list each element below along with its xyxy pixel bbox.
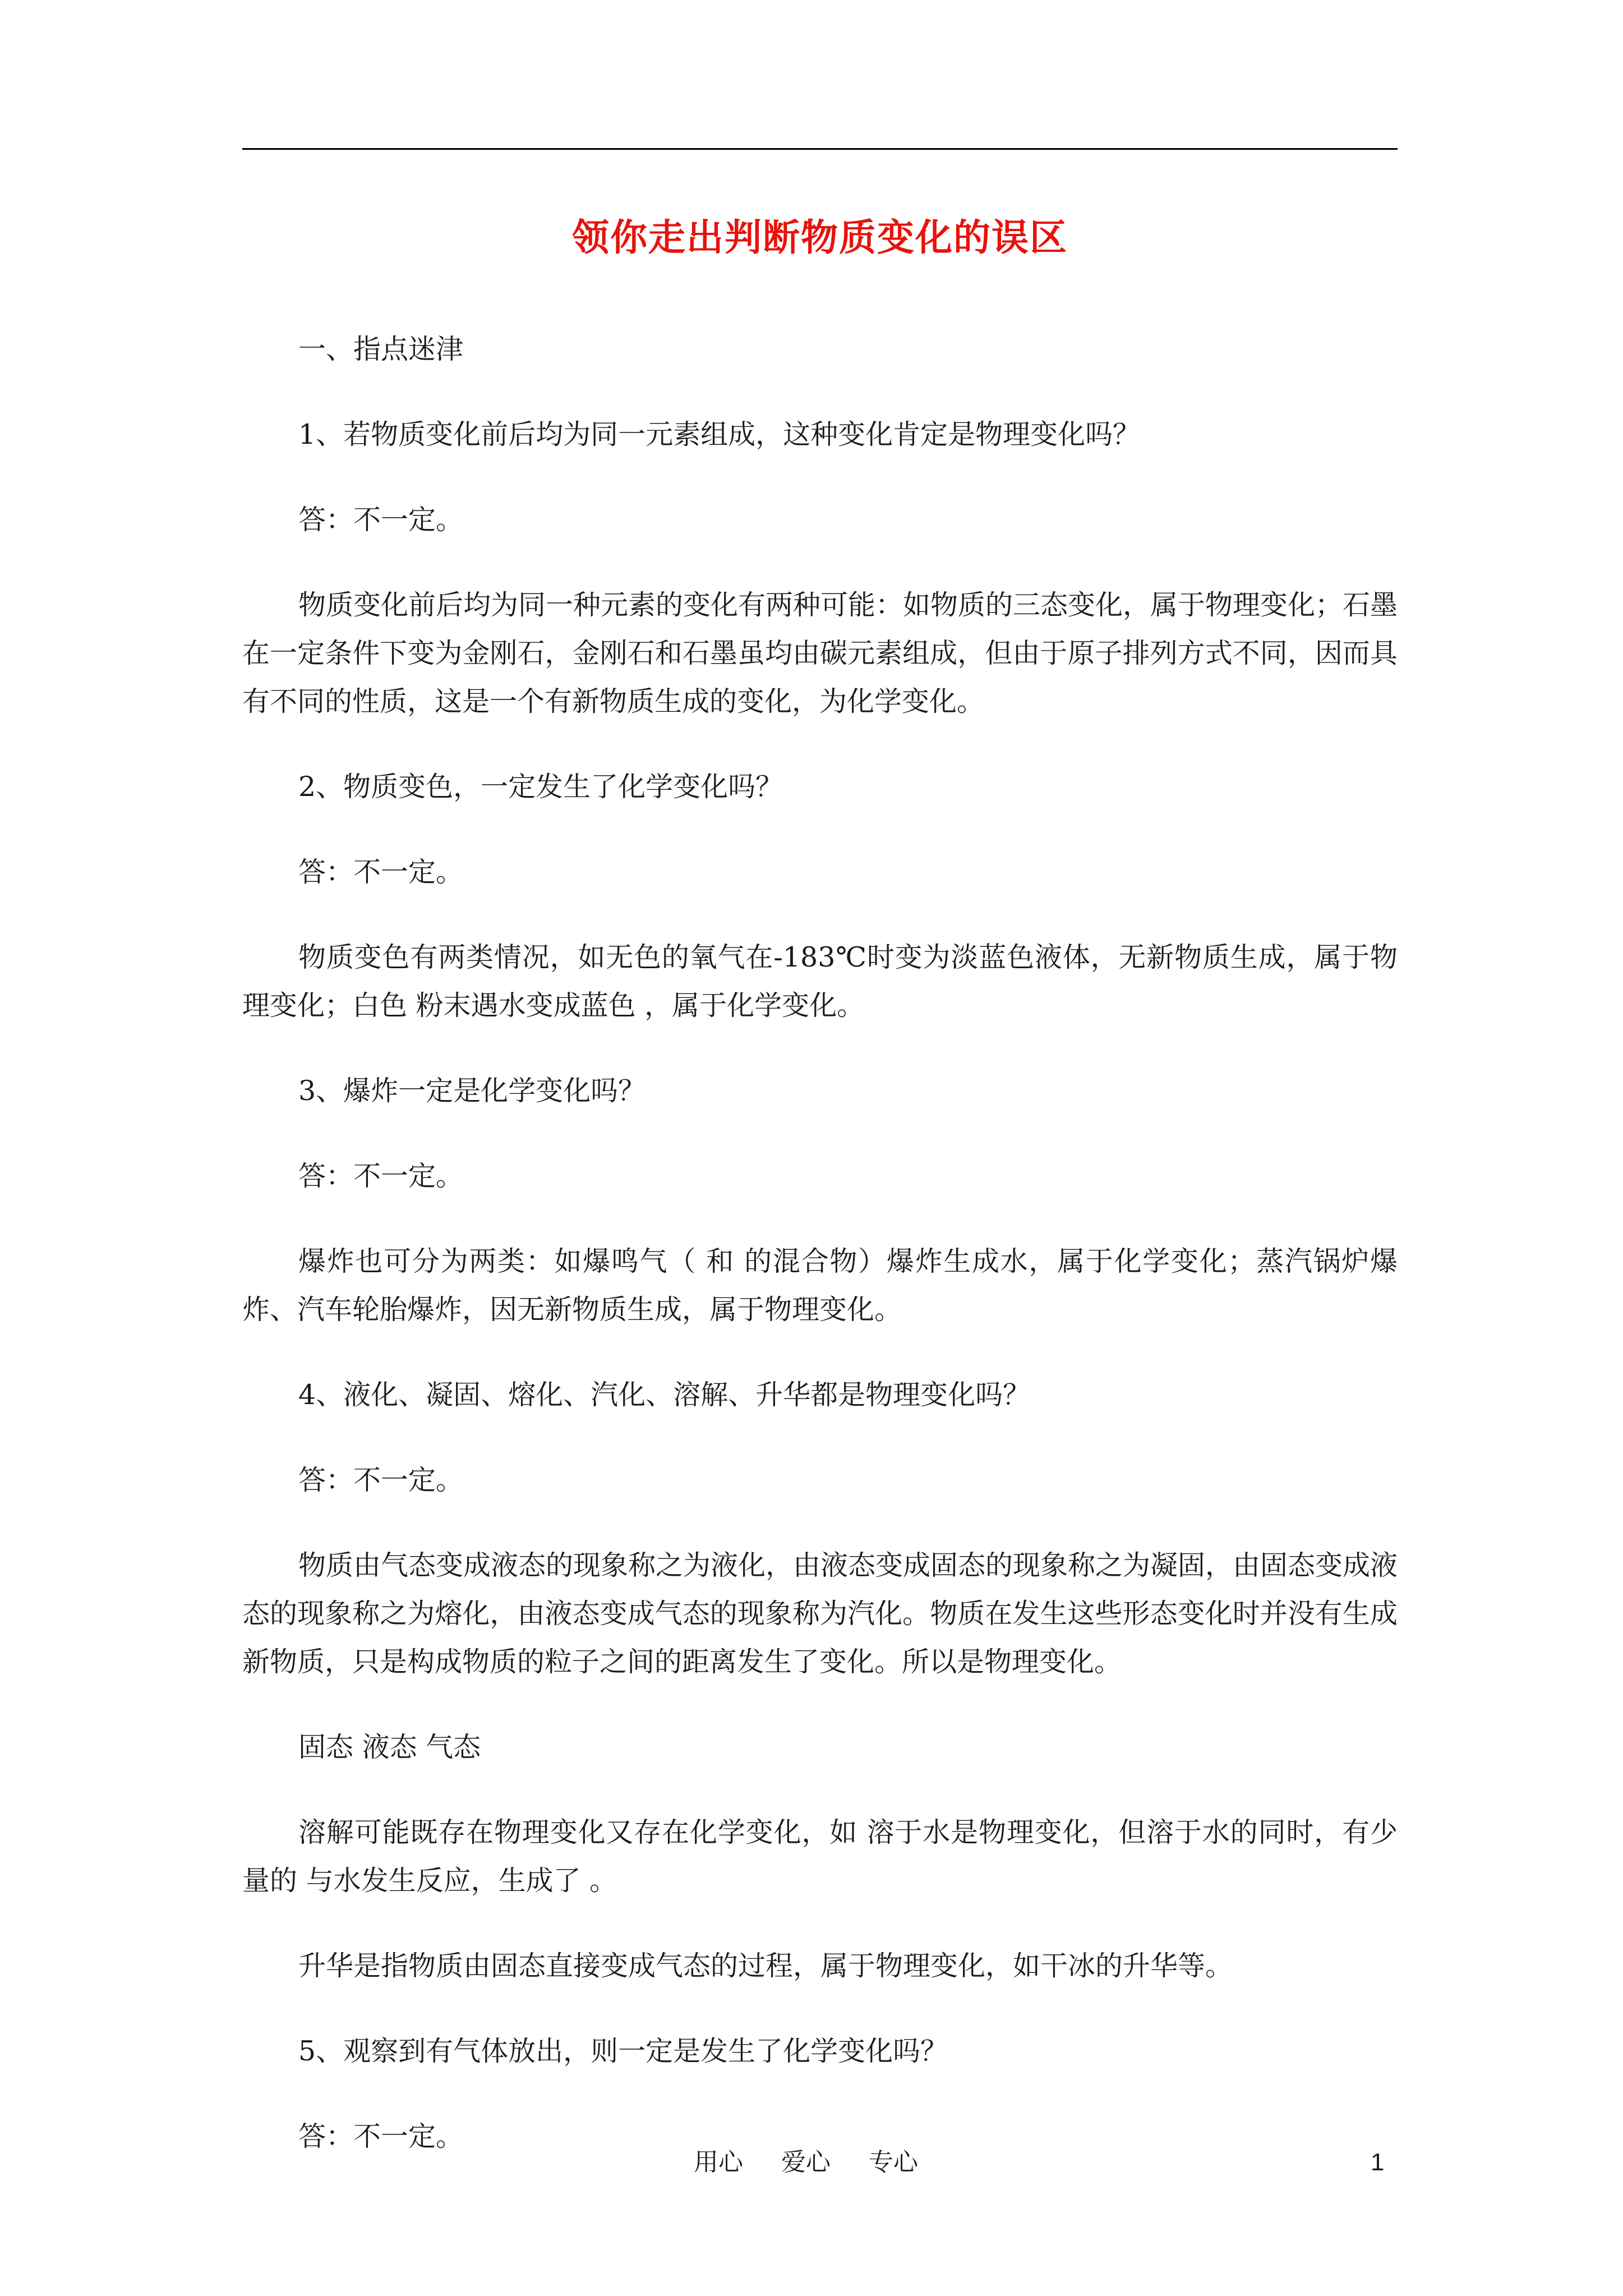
explanation-4: 物质由气态变成液态的现象称之为液化，由液态变成固态的现象称之为凝固，由固态变成液态的现象称之为熔化，由液态变成气态的现象称为汽化。物质在发生这些形态变化时并没有生成新物质，只是构成物质的粒子之间的距离发生了变化。所以是物理变化。 bbox=[242, 1549, 1398, 1678]
sublimation-paragraph: 升华是指物质由固态直接变成气态的过程，属于物理变化，如干冰的升华等。 bbox=[298, 1950, 1233, 1982]
document-body bbox=[242, 325, 1398, 2198]
dissolution-paragraph: 溶解可能既存在物理变化又存在化学变化，如 溶于水是物理变化，但溶于水的同时，有少量的 与水发生反应，生成了 。 bbox=[242, 1816, 1398, 1897]
page-number: 1 bbox=[1371, 2148, 1385, 2176]
document-title: 领你走出判断物质变化的误区 bbox=[572, 215, 1068, 259]
answer-1: 答：不一定。 bbox=[298, 504, 464, 536]
footer-motto: 用心 爱心 专心 bbox=[694, 2148, 918, 2177]
answer-5: 答：不一定。 bbox=[298, 2120, 464, 2152]
explanation-1: 物质变化前后均为同一种元素的变化有两种可能：如物质的三态变化，属于物理变化；石墨在一定条件下变为金刚石，金刚石和石墨虽均由碳元素组成，但由于原子排列方式不同，因而具有不同的性质，这是一个有新物质生成的变化，为化学变化。 bbox=[242, 589, 1398, 717]
answer-2: 答：不一定。 bbox=[298, 856, 464, 888]
states-line: 固态 液态 气态 bbox=[298, 1731, 481, 1763]
page-footer bbox=[0, 2143, 1623, 2188]
answer-3: 答：不一定。 bbox=[298, 1160, 464, 1192]
question-3: 3、爆炸一定是化学变化吗？ bbox=[298, 1075, 646, 1107]
explanation-2: 物质变色有两类情况，如无色的氧气在-183℃时变为淡蓝色液体，无新物质生成，属于物理变化；白色 粉末遇水变成蓝色 ，属于化学变化。 bbox=[242, 941, 1398, 1022]
section-heading: 一、指点迷津 bbox=[298, 333, 464, 365]
answer-4: 答：不一定。 bbox=[298, 1464, 464, 1496]
question-2: 2、物质变色，一定发生了化学变化吗？ bbox=[298, 771, 783, 803]
question-1: 1、若物质变化前后均为同一元素组成，这种变化肯定是物理变化吗？ bbox=[298, 418, 1141, 450]
question-4: 4、液化、凝固、熔化、汽化、溶解、升华都是物理变化吗？ bbox=[298, 1379, 1031, 1411]
header-rule bbox=[242, 148, 1398, 150]
explanation-3: 爆炸也可分为两类：如爆鸣气（ 和 的混合物）爆炸生成水，属于化学变化；蒸汽锅炉爆炸、汽车轮胎爆炸，因无新物质生成，属于物理变化。 bbox=[242, 1245, 1398, 1326]
question-5: 5、观察到有气体放出，则一定是发生了化学变化吗？ bbox=[298, 2035, 948, 2067]
